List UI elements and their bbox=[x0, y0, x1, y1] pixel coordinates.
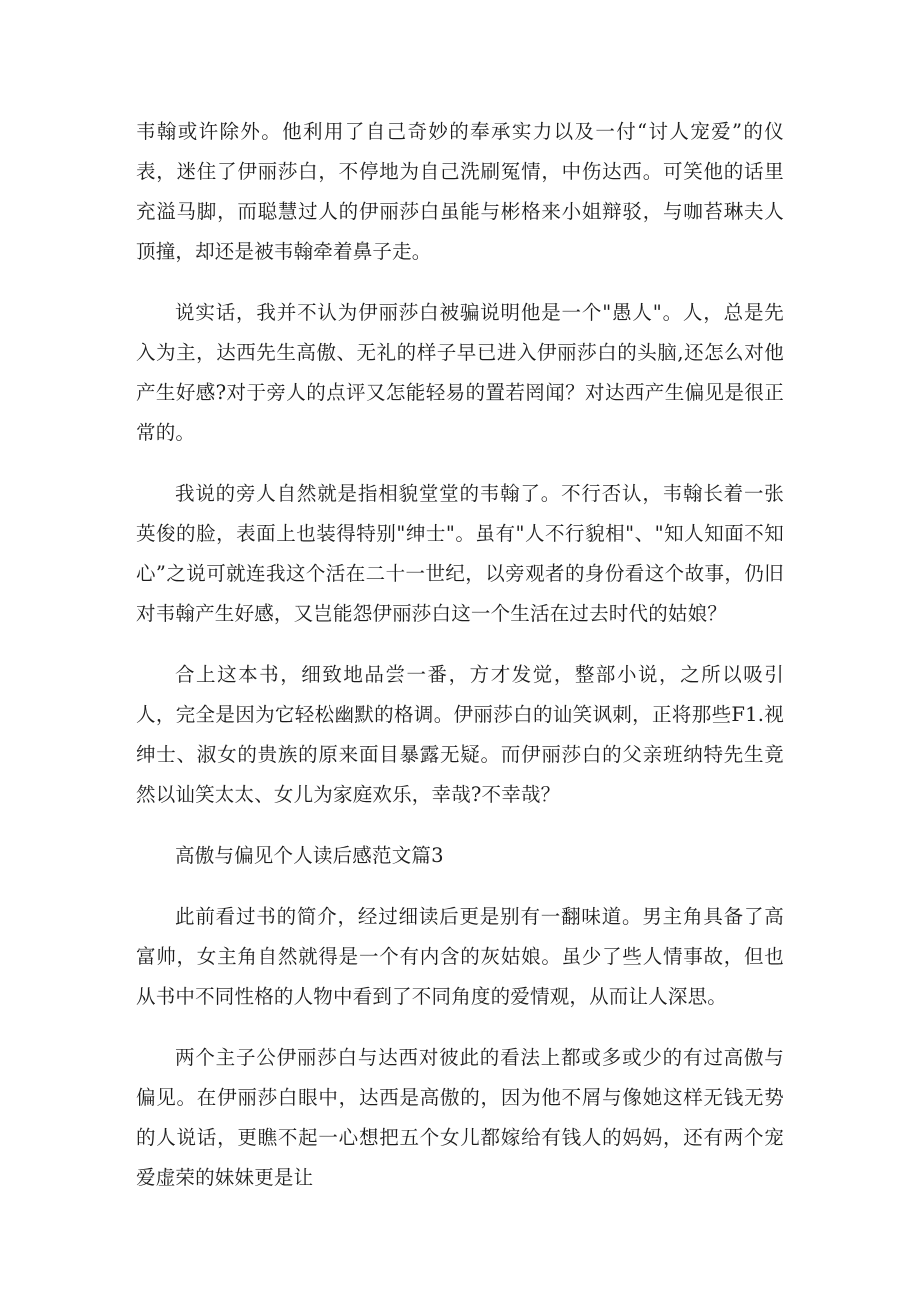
paragraph-1: 韦翰或许除外。他利用了自己奇妙的奉承实力以及一付“讨人宠爱”的仪表，迷住了伊丽莎白，不停地为自己洗刷冤情，中伤达西。可笑他的话里充溢马脚，而聪慧过人的伊丽莎白虽能与彬格来小姐辩驳，与咖苔琳夫人顶撞，却还是被韦翰牵着鼻子走。 bbox=[136, 120, 784, 263]
paragraph-6: 两个主子公伊丽莎白与达西对彼此的看法上都或多或少的有过高傲与偏见。在伊丽莎白眼中，达西是高傲的，因为他不屑与像她这样无钱无势的人说话，更瞧不起一心想把五个女儿都嫁给有钱人的妈妈，还有两个宠爱虚荣的妹妹更是让 bbox=[136, 1046, 784, 1189]
section-heading: 高傲与偏见个人读后感范文篇3 bbox=[175, 844, 444, 867]
paragraph-4: 合上这本书，细致地品尝一番，方才发觉，整部小说，之所以吸引人，完全是因为它轻松幽默的格调。伊丽莎白的讪笑讽刺，正将那些F1.视绅士、淑女的贵族的原来面目暴露无疑。而伊丽莎白的父亲班纳特先生竟然以讪笑太太、女儿为家庭欢乐，幸哉?不幸哉？ bbox=[136, 663, 784, 806]
document-body bbox=[136, 112, 784, 1219]
paragraph-2: 说实话，我并不认为伊丽莎白被骗说明他是一个"愚人"。人，总是先入为主，达西先生高傲、无礼的样子早已进入伊丽莎白的头脑,还怎么对他产生好感?对于旁人的点评又怎能轻易的置若罔闻？对达西产生偏见是很正常的。 bbox=[136, 301, 784, 444]
paragraph-3: 我说的旁人自然就是指相貌堂堂的韦翰了。不行否认，韦翰长着一张英俊的脸，表面上也装得特别"绅士"。虽有"人不行貌相"、"知人知面不知心”之说可就连我这个活在二十一世纪，以旁观者的身份看这个故事，仍旧对韦翰产生好感，又岂能怨伊丽莎白这一个生活在过去时代的姑娘？ bbox=[136, 482, 784, 625]
paragraph-5: 此前看过书的简介，经过细读后更是别有一翻味道。男主角具备了高富帅，女主角自然就得是一个有内含的灰姑娘。虽少了些人情事故，但也从书中不同性格的人物中看到了不同角度的爱情观，从而让人深思。 bbox=[136, 905, 784, 1008]
